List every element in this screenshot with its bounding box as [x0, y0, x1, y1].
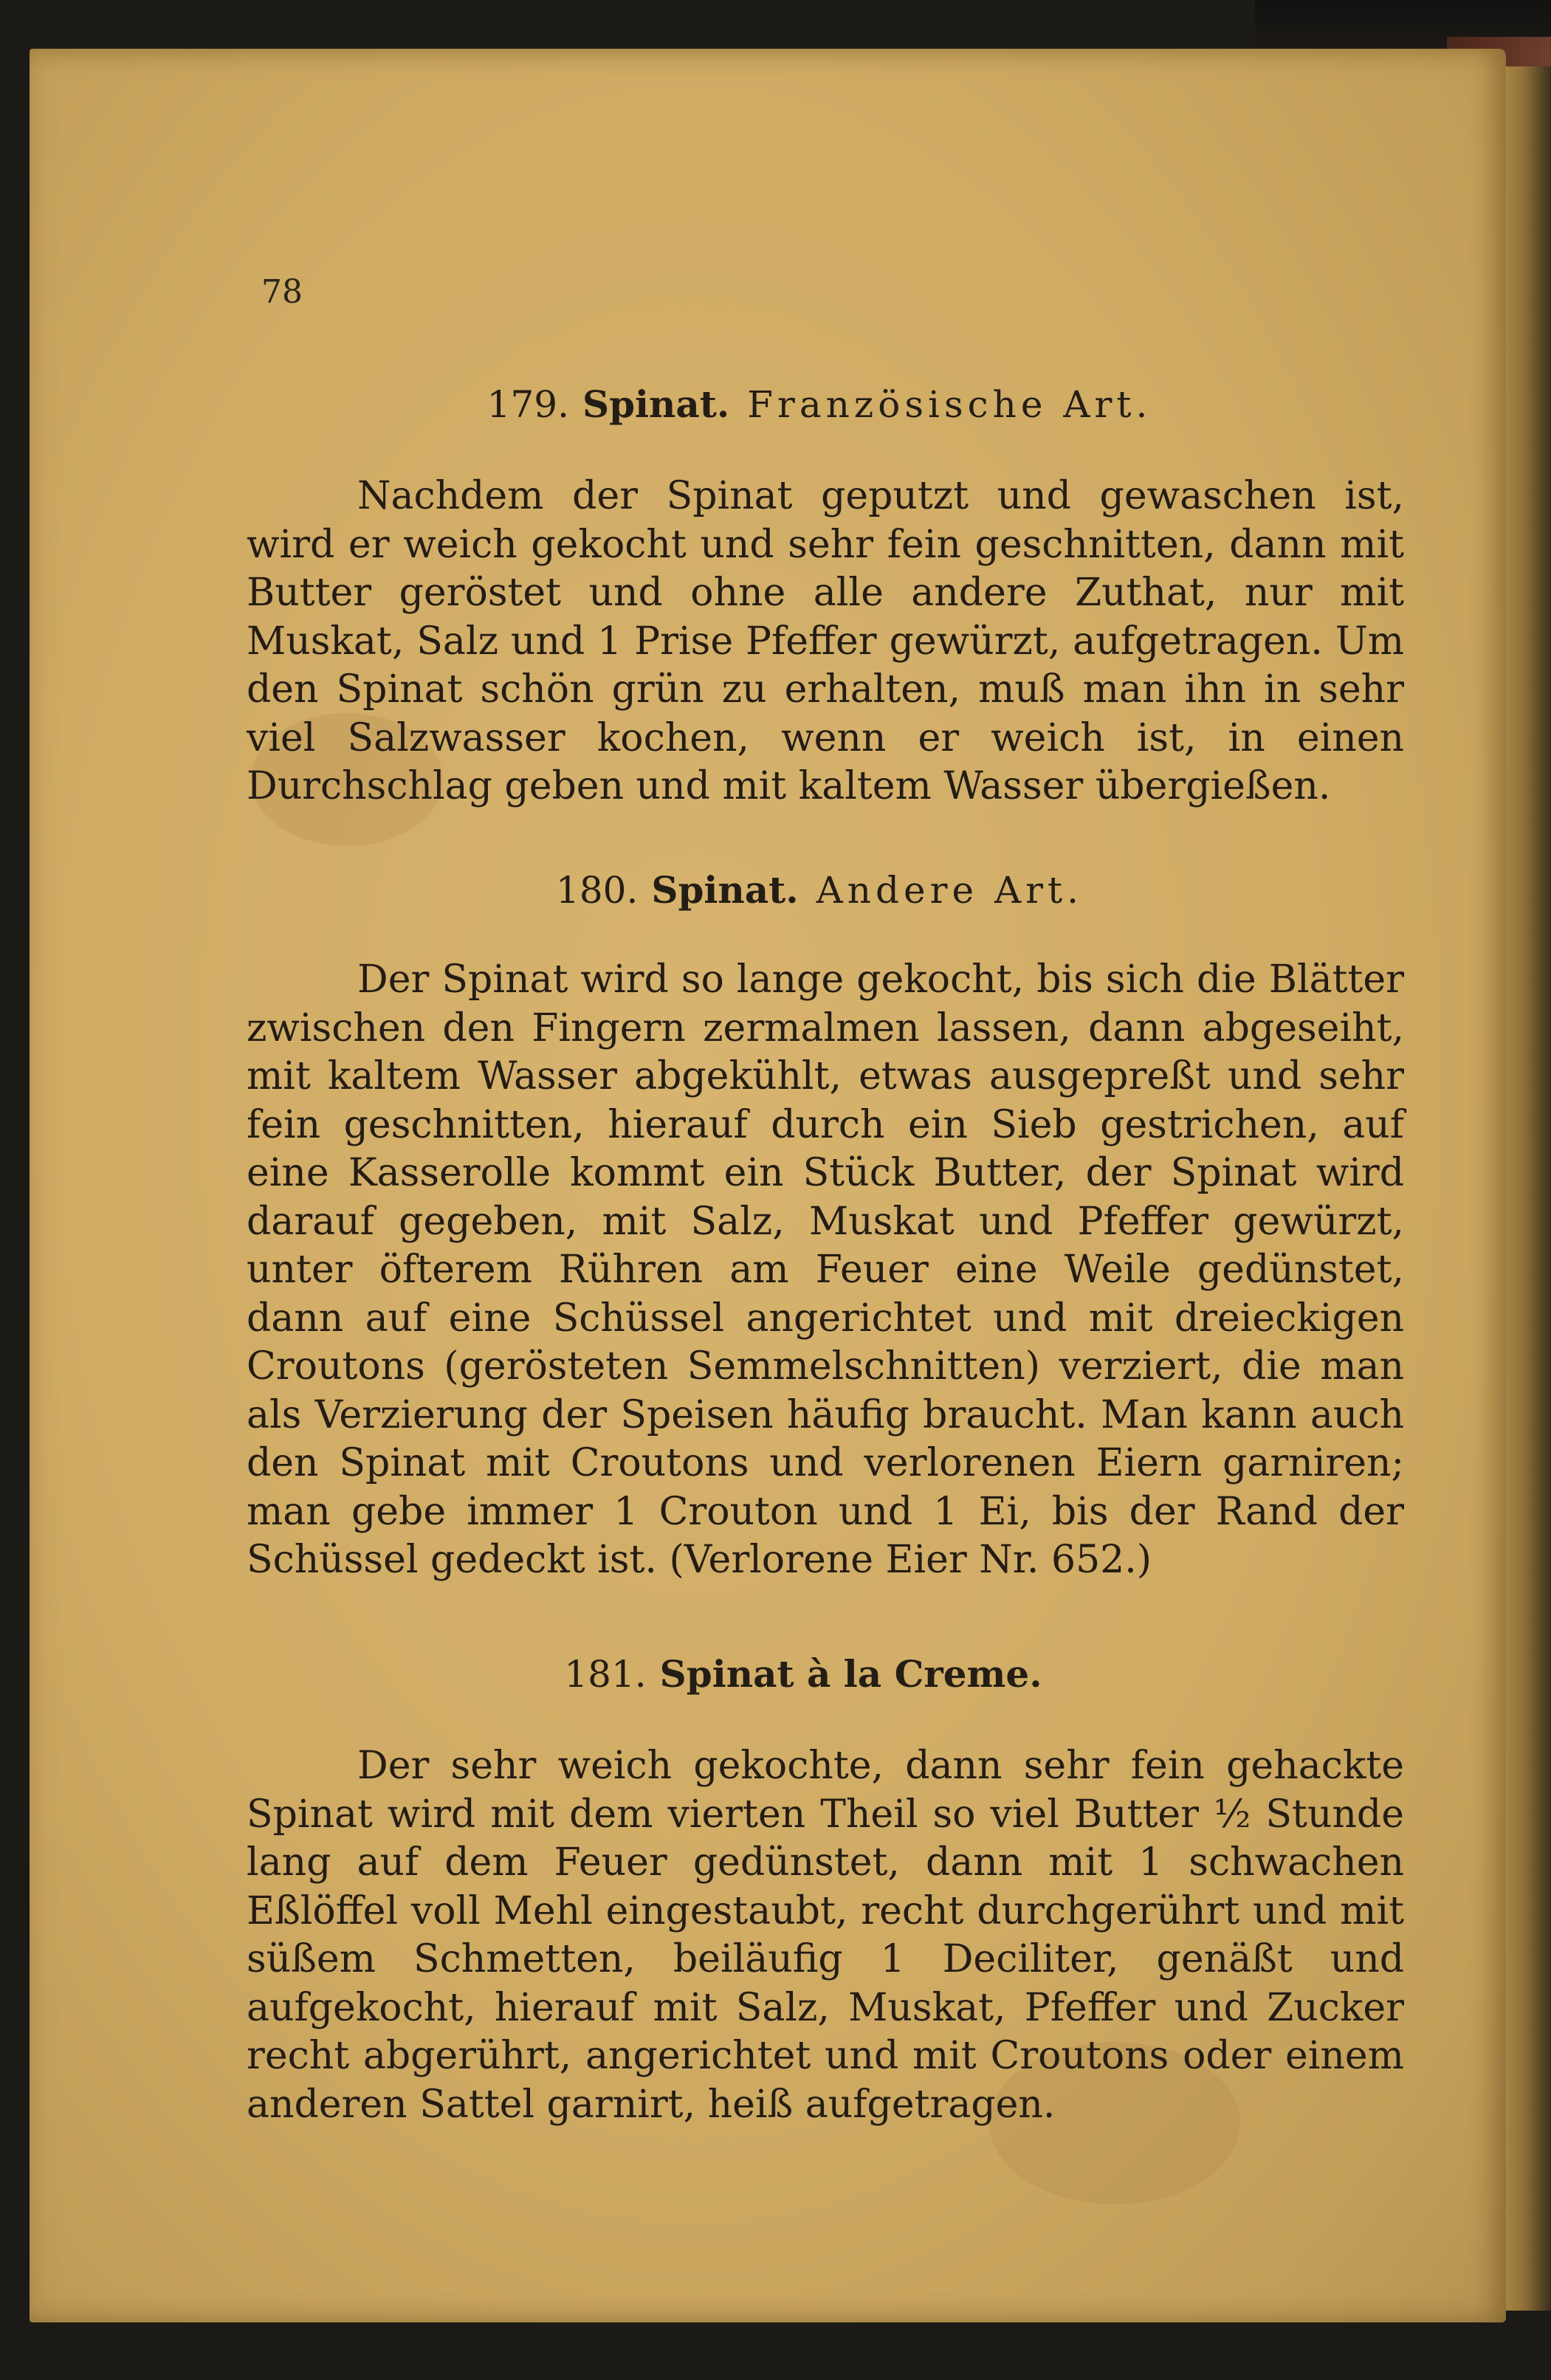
recipe-number: 181.: [564, 1653, 647, 1696]
recipe-179-text: Nachdem der Spinat geputzt und gewaschen ist, wird er weich gekocht und sehr fein geschnitten, dann mit Butter geröstet und ohne alle andere Zuthat, nur mit Muskat, Salz und 1 Prise Pfeffer gewürzt, aufgetragen. Um den Spinat schön grün zu erhalten, muß man ihn in sehr viel Salzwasser kochen, wenn er weich ist, in einen Durchschlag geben und mit kaltem Wasser übergießen.: [247, 474, 1404, 808]
recipe-title: Spinat.: [651, 868, 799, 912]
recipe-subtitle: Französische Art.: [747, 383, 1152, 426]
recipe-number: 180.: [556, 869, 639, 912]
recipe-number: 179.: [486, 383, 569, 426]
recipe-180-text: Der Spinat wird so lange gekocht, bis sich die Blätter zwischen den Fingern zermalmen lassen, dann abgeseiht, mit kaltem Wasser abgekühlt, etwas ausgepreßt und sehr fein geschnitten, hierauf durch ein Sieb gestrichen, auf eine Kasserolle kommt ein Stück Butter, der Spinat wird darauf gegeben, mit Salz, Muskat und Pfeffer gewürzt, unter öfterem Rühren am Feuer eine Weile gedünstet, dann auf eine Schüssel angerichtet und mit dreieckigen Croutons (gerösteten Semmelschnitten) verziert, die man als Verzierung der Speisen häufig braucht. Man kann auch den Spinat mit Croutons und verlorenen Eiern garniren; man gebe immer 1 Crouton und 1 Ei, bis der Rand der Schüssel gedeckt ist. (Verlorene Eier Nr. 652.): [247, 957, 1404, 1582]
recipe-subtitle: Andere Art.: [816, 869, 1083, 912]
recipe-179-heading: [244, 382, 1395, 426]
page-number: 78: [261, 273, 303, 311]
recipe-180-heading: [244, 868, 1395, 912]
recipe-title: Spinat.: [582, 382, 730, 426]
recipe-181-text: Der sehr weich gekochte, dann sehr fein gehackte Spinat wird mit dem vierten Theil so viel Butter ½ Stunde lang auf dem Feuer gedünstet, dann mit 1 schwachen Eßlöffel voll Mehl eingestaubt, recht durchgerührt und mit süßem Schmetten, beiläufig 1 Deciliter, genäßt und aufgekocht, hierauf mit Salz, Muskat, Pfeffer und Zucker recht abgerührt, angerichtet und mit Croutons oder einem anderen Sattel garnirt, heiß aufgetragen.: [247, 1744, 1404, 2127]
recipe-181-heading: [236, 1652, 1388, 1696]
recipe-title: Spinat à la Creme.: [659, 1652, 1042, 1696]
